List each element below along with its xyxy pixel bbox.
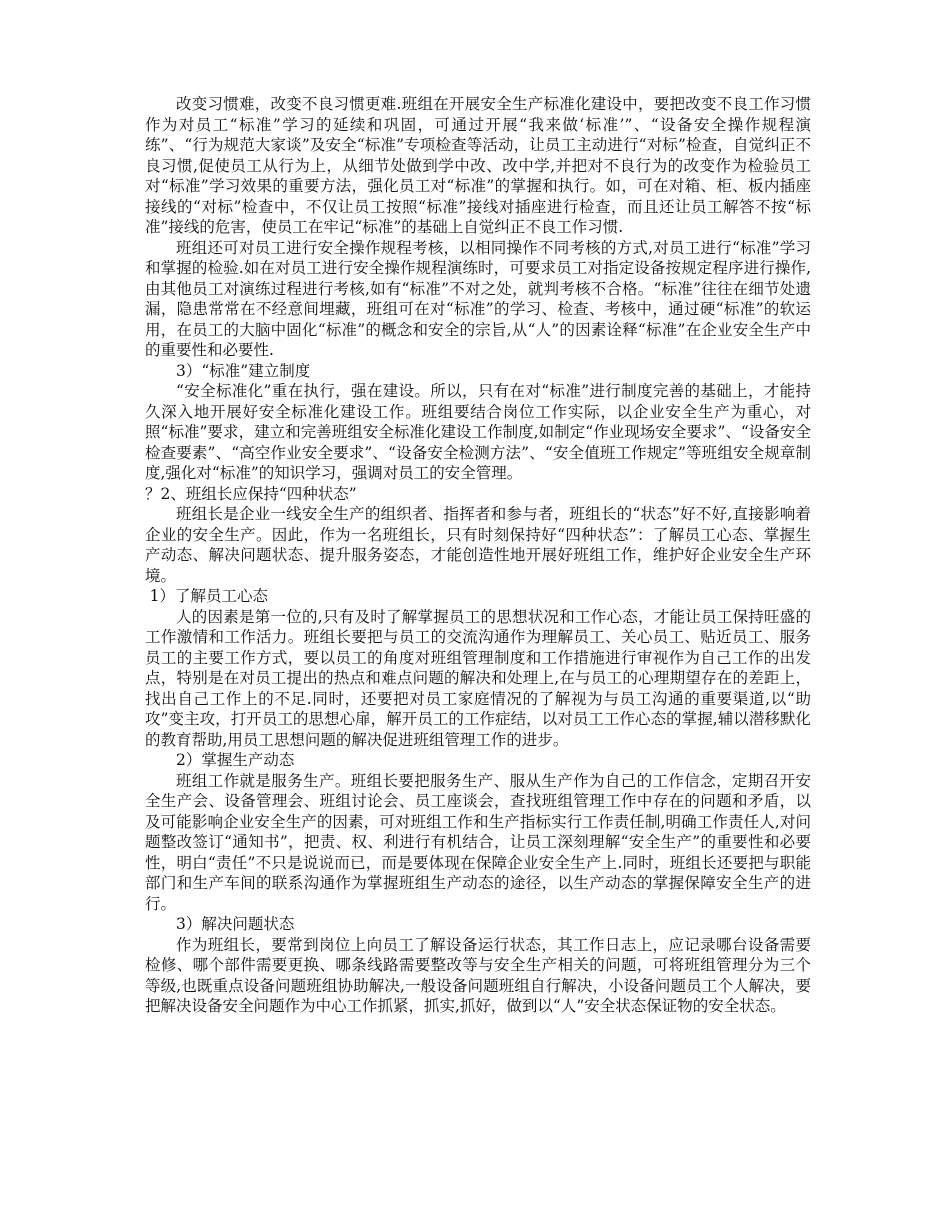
heading-2-four-states: ？2、班组长应保持“四种状态” [145, 484, 357, 503]
document-body [145, 94, 811, 1017]
paragraph-production-dynamics: 班组工作就是服务生产。班组长要把服务生产、服从生产作为自己的工作信念，定期召开安全生产会、设备管理会、班组讨论会、员工座谈会，查找班组管理工作中存在的问题和矛盾，以及可能影响企业安全生产的因素，可对班组工作和生产指标实行工作责任制,明确工作责任人,对问题整改签订“通知书”，把责、权、利进行有机结合，让员工深刻理解“安全生产”的重要性和必要性，明白“责任”不只是说说而已，而是要体现在保障企业安全生产上.同时，班组长还要把与职能部门和生产车间的联系沟通作为掌握班组生产动态的途径，以生产动态的掌握保障安全生产的进行。 [145, 771, 811, 913]
paragraph-understand-mindset: 人的因素是第一位的,只有及时了解掌握员工的思想状况和工作心态，才能让员工保持旺盛的工作激情和工作活力。班组长要把与员工的交流沟通作为理解员工、关心员工、贴近员工、服务员工的主要工作方式，要以员工的角度对班组管理制度和工作措施进行审视作为自己工作的出发点，特别是在对员工提出的热点和难点问题的解决和处理上,在与员工的心理期望存在的差距上，找出自己工作上的不足.同时，还要把对员工家庭情况的了解视为与员工沟通的重要渠道,以“助攻”变主攻，打开员工的思想心扉，解开员工的工作症结，以对员工工作心态的掌握,辅以潜移默化的教育帮助,用员工思想问题的解决促进班组管理工作的进步。 [145, 607, 811, 749]
heading-3-establish-system: 3）“标准”建立制度 [176, 361, 311, 380]
heading-3-solve-problems: 3）解决问题状态 [176, 915, 295, 933]
paragraph-standard-system: “安全标准化”重在执行，强在建设。所以，只有在对“标准”进行制度完善的基础上，才能持久深入地开展好安全标准化建设工作。班组要结合岗位工作实际，以企业安全生产为重心，对照“标准”要求，建立和完善班组安全标准化建设工作制度,如制定“作业现场安全要求”、“设备安全检查要素”、“高空作业安全要求”、“设备安全检测方法”、“安全值班工作规定”等班组安全规章制度,强化对“标准”的知识学习，强调对员工的安全管理。 [145, 382, 811, 482]
paragraph-solve-problems: 作为班组长，要常到岗位上向员工了解设备运行状态，其工作日志上，应记录哪台设备需要检修、哪个部件需要更换、哪条线路需要整改等与安全生产相关的问题，可将班组管理分为三个等级,也既重点设备问题班组协助解决,一般设备问题班组自行解决，小设备问题员工个人解决，要把解决设备安全问题作为中心工作抓紧，抓实,抓好，做到以“人”安全状态保证物的安全状态。 [145, 935, 811, 1015]
heading-1-understand-mindset: 1）了解员工心态 [149, 587, 269, 605]
paragraph-assessment: 班组还可对员工进行安全操作规程考核，以相同操作不同考核的方式,对员工进行“标准”学习和掌握的检验.如在对员工进行安全操作规程演练时，可要求员工对指定设备按规定程序进行操作,由其他员工对演练过程进行考核,如有“标准”不对之处，就判考核不合格。“标准”往往在细节处遗漏，隐患常常在不经意间埋藏，班组可在对“标准”的学习、检查、考核中，通过硬“标准”的软运用，在员工的大脑中固化“标准”的概念和安全的宗旨,从“人”的因素诠释“标准”在企业安全生产中的重要性和必要性. [145, 238, 811, 359]
paragraph-change-habits: 改变习惯难，改变不良习惯更难.班组在开展安全生产标准化建设中，要把改变不良工作习惯作为对员工“标准”学习的延续和巩固，可通过开展“我来做‘标准’”、“设备安全操作规程演练”、“行为规范大家谈”及安全“标准”专项检查等活动，让员工主动进行“对标”检查，自觉纠正不良习惯,促使员工从行为上，从细节处做到学中改、改中学,并把对不良行为的改变作为检验员工对“标准”学习效果的重要方法，强化员工对“标准”的掌握和执行。如，可在对箱、柜、板内插座接线的“对标”检查中，不仅让员工按照“标准”接线对插座进行检查，而且还让员工解答不按“标准”接线的危害，使员工在牢记“标准”的基础上自觉纠正不良工作习惯. [145, 95, 811, 236]
paragraph-four-states-intro: 班组长是企业一线安全生产的组织者、指挥者和参与者，班组长的“状态”好不好,直接影响着企业的安全生产。因此，作为一名班组长，只有时刻保持好“四种状态”：了解员工心态、掌握生产动态、解决问题状态、提升服务姿态，才能创造性地开展好班组工作，维护好企业安全生产环境。 [145, 505, 811, 585]
heading-2-production-dynamics: 2）掌握生产动态 [176, 751, 295, 769]
